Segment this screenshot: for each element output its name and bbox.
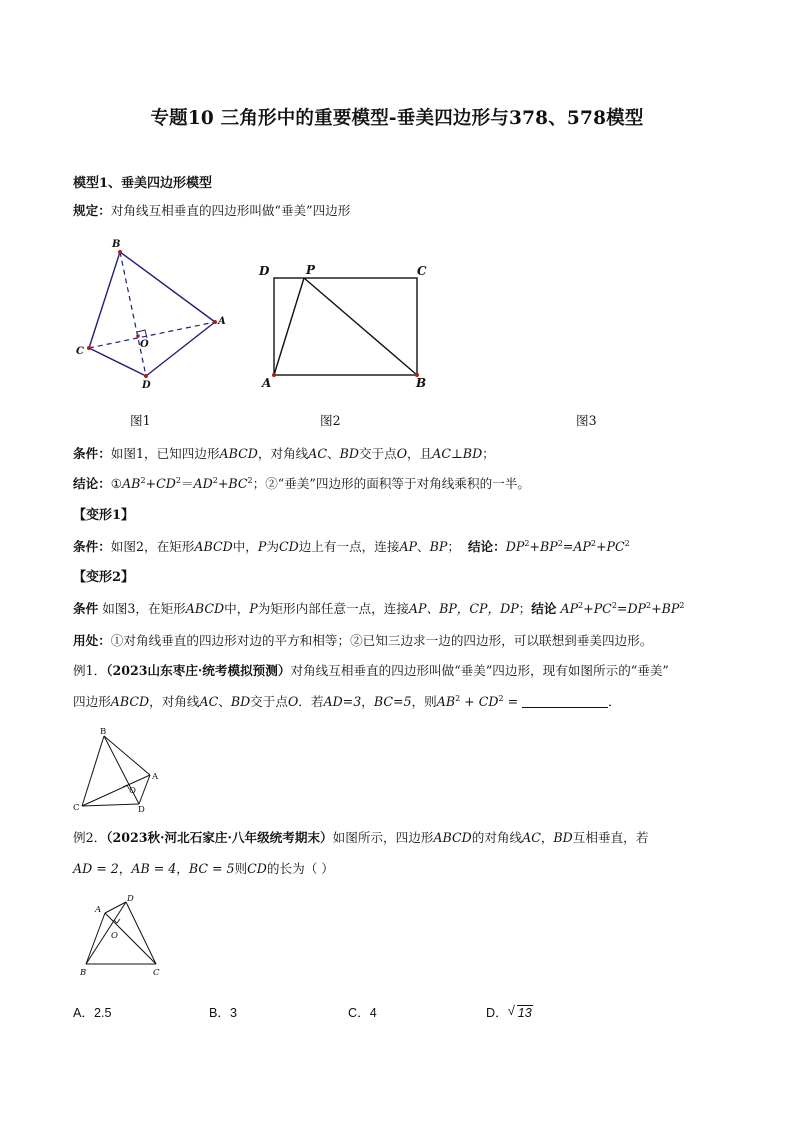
separator: 、 (417, 539, 430, 554)
condition-text: 中， (224, 601, 250, 616)
usage-label: 用处： (73, 633, 111, 648)
fig1-edge-cb (89, 252, 120, 348)
math-o: O (287, 694, 299, 709)
model1-heading: 模型1、垂美四边形模型 (73, 176, 213, 191)
example-text: 则 (234, 861, 248, 876)
math-ac: AC (199, 694, 219, 709)
fig2-label-c: C (417, 264, 427, 278)
exponent: 2 (247, 476, 253, 485)
condition-label: 条件： (73, 446, 111, 461)
exponent: 2 (578, 601, 584, 610)
exponent: 2 (557, 539, 563, 548)
option-d-label: D． (486, 1006, 508, 1020)
ex1-edge-ba (104, 736, 150, 775)
math-formula: =DP (616, 601, 647, 616)
condition-text: ，对角线 (257, 446, 309, 461)
math-given: BC=5 (373, 694, 412, 709)
math-p: P (249, 601, 258, 616)
exponent: 2 (498, 694, 504, 703)
math-ac: AC (308, 446, 327, 461)
example2-line-2 (73, 861, 334, 877)
condition-text: 为 (266, 539, 279, 554)
fig1-diagonal-ca (89, 322, 215, 348)
definition-label: 规定： (73, 203, 111, 218)
fig1-edge-dc (89, 348, 146, 376)
conclusion-label: 结论： (467, 539, 506, 554)
exponent: 2 (175, 476, 181, 485)
fig2-label-p: P (306, 263, 316, 277)
figure-2 (255, 260, 435, 392)
math-op: ＝ (180, 476, 194, 491)
math-cd: CD (278, 539, 299, 554)
option-c[interactable]: C．4 (348, 1006, 377, 1020)
example-text: 的长为（ ） (266, 861, 334, 876)
example-text: 的对角线 (471, 830, 523, 845)
math-perp: AC⊥BD (432, 446, 483, 461)
condition-text: 为矩形内部任意一点，连接 (257, 601, 409, 616)
math-formula: AP (560, 601, 579, 616)
exponent: 2 (611, 601, 617, 610)
definition-text: 对角线互相垂直的四边形叫做“垂美”四边形 (110, 203, 351, 218)
conclusion-label: 结论： (73, 476, 111, 491)
exponent: 2 (590, 539, 596, 548)
math-o: O (396, 446, 408, 461)
math-formula: +PC (583, 601, 612, 616)
ex1-edge-dc (82, 804, 139, 806)
condition-text: ； (482, 446, 495, 461)
fig2-segment-pb (304, 278, 417, 375)
example2-figure (74, 890, 174, 980)
example-text: ，对角线 (149, 694, 200, 709)
separator: ， (361, 694, 374, 709)
math-cd: CD (478, 694, 499, 709)
condition-text: 如图2，在矩形 (110, 539, 195, 554)
condition-label: 条件： (73, 539, 111, 554)
fig1-point-b (118, 250, 122, 254)
condition-text: 如图1，已知四边形 (110, 446, 220, 461)
fig1-label-o: O (140, 339, 149, 350)
math-cd: CD (247, 861, 267, 876)
separator: 、 (326, 446, 340, 461)
exponent: 2 (455, 694, 461, 703)
fig1-label-b: B (112, 239, 121, 250)
page-title: 专题10 三角形中的重要模型-垂美四边形与378、578模型 (150, 108, 644, 129)
math-abcd: ABCD (185, 601, 225, 616)
ex1-edge-cb (82, 736, 104, 806)
example-label: 例2． (73, 830, 107, 845)
conclusion-label: 结论 (531, 601, 557, 616)
fig1-point-a (213, 320, 217, 324)
math-bc: BC (228, 476, 248, 491)
definition-line (73, 203, 350, 219)
circle-number: ① (110, 476, 123, 491)
option-a[interactable]: A．2.5 (73, 1006, 112, 1020)
example-text: 对角线互相垂直的四边形叫做“垂美”四边形，现有如图所示的“垂美” (290, 663, 669, 678)
math-bp: BP (429, 539, 448, 554)
fig1-edge-ba (120, 252, 215, 322)
conclusion-line-1 (73, 476, 530, 492)
fig1-label-c: C (76, 346, 84, 357)
variant2-heading: 【变形2】 (73, 570, 135, 585)
math-abcd: ABCD (194, 539, 233, 554)
usage-text: ①对角线垂直的四边形对边的平方和相等；②已知三边求一边的四边形，可以联想到垂美四边形。 (110, 633, 653, 648)
math-op: = (503, 694, 523, 709)
option-d-value: 13 (517, 1006, 532, 1020)
fig1-point-o (136, 334, 140, 338)
ex1-label-a: A (152, 772, 159, 782)
separator: 、 (218, 694, 231, 709)
condition-line-1 (73, 446, 495, 462)
sqrt-expression (507, 1003, 533, 1020)
example-text: ，则 (411, 694, 437, 709)
math-op: + (145, 476, 157, 491)
math-formula: +PC (596, 539, 625, 554)
exponent: 2 (679, 601, 685, 610)
separator: ， (118, 861, 132, 876)
example1-figure (70, 726, 170, 816)
math-cd: CD (156, 476, 176, 491)
variant1-heading: 【变形1】 (73, 508, 135, 523)
fig2-label-b: B (416, 376, 427, 390)
math-formula: DP (505, 539, 525, 554)
fig2-label-d: D (259, 264, 270, 278)
exponent: 2 (524, 539, 530, 548)
ex2-label-c: C (153, 968, 160, 978)
math-formula: +BP (529, 539, 558, 554)
math-p: P (257, 539, 267, 554)
condition-text: ； (518, 601, 532, 616)
example-text: 如图所示，四边形 (332, 830, 434, 845)
math-given: AD = 2 (73, 861, 119, 876)
math-abcd: ABCD (219, 446, 258, 461)
ex1-label-o: O (129, 786, 136, 796)
option-b[interactable]: B．3 (209, 1006, 237, 1020)
math-abcd: ABCD (110, 694, 150, 709)
fig2-segment-ap (274, 278, 304, 375)
math-ab: AB (436, 694, 456, 709)
math-bd: BD (339, 446, 359, 461)
caption-figure-3: 图3 (576, 413, 597, 428)
ex2-label-o: O (111, 931, 118, 941)
example1-line-2 (73, 694, 621, 710)
ex2-label-b: B (80, 968, 87, 978)
condition-text: 交于点 (358, 446, 397, 461)
usage-line (73, 633, 652, 649)
math-op: + (217, 476, 229, 491)
math-abcd: ABCD (433, 830, 472, 845)
math-list: AP、BP，CP，DP (408, 601, 519, 616)
condition-label: 条件 (73, 601, 99, 616)
example-source: （2023秋·河北石家庄·八年级统考期末） (106, 830, 333, 845)
example2-line-1 (73, 830, 648, 846)
example-text: ．若 (298, 694, 324, 709)
caption-figure-2: 图2 (320, 413, 341, 428)
exponent: 2 (624, 539, 630, 548)
example-text: ． (608, 694, 621, 709)
ex2-edge-dc (126, 902, 156, 964)
math-given: AD=3 (323, 694, 362, 709)
ex2-label-a: A (95, 905, 102, 915)
conclusion-text: ；②“垂美”四边形的面积等于对角线乘积的一半。 (252, 476, 530, 491)
exponent: 2 (646, 601, 652, 610)
condition-text: 如图3，在矩形 (102, 601, 186, 616)
fig1-edge-ad (146, 322, 215, 376)
example-label: 例1． (73, 663, 107, 678)
exponent: 2 (140, 476, 146, 485)
condition-text: ； (447, 539, 460, 554)
exponent: 2 (212, 476, 218, 485)
math-formula: +BP (651, 601, 680, 616)
condition-text: 中， (232, 539, 258, 554)
variant2-line (73, 601, 685, 617)
fig2-label-a: A (262, 376, 272, 390)
math-bd: BD (553, 830, 573, 845)
separator: ， (176, 861, 189, 876)
condition-text: ，且 (407, 446, 433, 461)
fig1-diagonal-bd (120, 252, 146, 376)
sqrt-icon: √ (507, 1003, 515, 1018)
math-ad: AD (193, 476, 213, 491)
ex2-label-d: D (127, 894, 134, 904)
math-bd: BD (230, 694, 251, 709)
ex1-label-d: D (138, 805, 145, 815)
math-op: + (460, 694, 479, 709)
ex1-label-c: C (73, 803, 80, 813)
math-given: BC = 5 (188, 861, 235, 876)
math-ab: AB (122, 476, 141, 491)
example-source: （2023山东枣庄·统考模拟预测） (106, 663, 291, 678)
fig2-point-a (272, 373, 276, 377)
variant1-line (73, 539, 630, 555)
fig1-label-a: A (218, 316, 226, 327)
option-d[interactable] (486, 1002, 533, 1021)
fig1-label-d: D (142, 380, 151, 391)
separator: ， (540, 830, 554, 845)
math-ap: AP (399, 539, 418, 554)
example1-line-1 (73, 663, 669, 679)
answer-blank[interactable] (522, 696, 608, 708)
condition-text: 边上有一点，连接 (298, 539, 400, 554)
fig2-rectangle (274, 278, 417, 375)
fig1-point-c (87, 346, 91, 350)
math-ac: AC (522, 830, 541, 845)
fig1-point-d (144, 374, 148, 378)
example-text: 互相垂直，若 (572, 830, 649, 845)
math-formula: =AP (562, 539, 591, 554)
caption-figure-1: 图1 (130, 413, 151, 428)
math-given: AB = 4 (131, 861, 177, 876)
figure-1 (70, 236, 230, 396)
ex1-label-b: B (100, 727, 107, 737)
example-text: 交于点 (250, 694, 288, 709)
ex2-diagonal-bd (86, 902, 126, 964)
example-text: 四边形 (73, 694, 111, 709)
